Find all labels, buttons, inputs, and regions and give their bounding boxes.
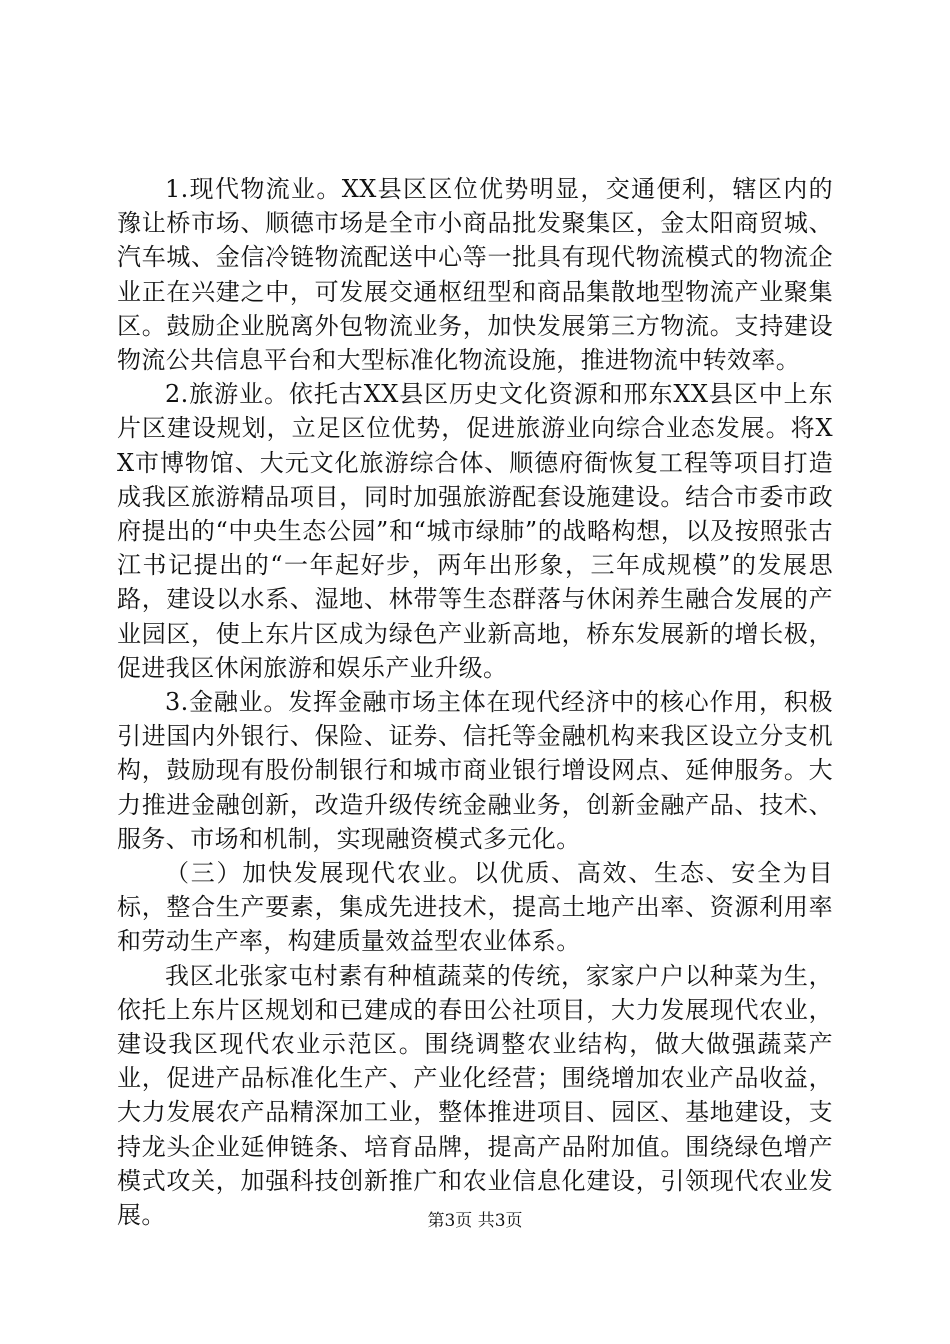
document-body	[117, 172, 833, 1232]
paragraph-modern-agriculture: （三）加快发展现代农业。以优质、高效、生态、安全为目标，整合生产要素，集成先进技术，提高土地产出率、资源利用率和劳动生产率，构建质量效益型农业体系。	[117, 859, 833, 956]
paragraph-finance: 3.金融业。发挥金融市场主体在现代经济中的核心作用，积极引进国内外银行、保险、证券、信托等金融机构来我区设立分支机构，鼓励现有股份制银行和城市商业银行增设网点、延伸服务。大力推进金融创新，改造升级传统金融业务，创新金融产品、技术、服务、市场和机制，实现融资模式多元化。	[117, 688, 833, 853]
paragraph-logistics: 1.现代物流业。XX县区区位优势明显，交通便利，辖区内的豫让桥市场、顺德市场是全市小商品批发聚集区，金太阳商贸城、汽车城、金信冷链物流配送中心等一批具有现代物流模式的物流企业正在兴建之中，可发展交通枢纽型和商品集散地型物流产业聚集区。鼓励企业脱离外包物流业务，加快发展第三方物流。支持建设物流公共信息平台和大型标准化物流设施，推进物流中转效率。	[117, 175, 833, 375]
page-footer: 第3页 共3页	[427, 1211, 523, 1231]
paragraph-beizhangjiatun: 我区北张家屯村素有种植蔬菜的传统，家家户户以种菜为生，依托上东片区规划和已建成的春田公社项目，大力发展现代农业，建设我区现代农业示范区。围绕调整农业结构，做大做强蔬菜产业，促进产品标准化生产、产业化经营；围绕增加农业产品收益，大力发展农产品精深加工业，整体推进项目、园区、基地建设，支持龙头企业延伸链条、培育品牌，提高产品附加值。围绕绿色增产模式攻关，加强科技创新推广和农业信息化建设，引领现代农业发展。	[117, 961, 833, 1230]
paragraph-tourism: 2.旅游业。依托古XX县区历史文化资源和邢东XX县区中上东片区建设规划，立足区位优势，促进旅游业向综合业态发展。将XX市博物馆、大元文化旅游综合体、顺德府衙恢复工程等项目打造成我区旅游精品项目，同时加强旅游配套设施建设。结合市委市政府提出的“中央生态公园”和“城市绿肺”的战略构想，以及按照张古江书记提出的“一年起好步，两年出形象，三年成规模”的发展思路，建设以水系、湿地、林带等生态群落与休闲养生融合发展的产业园区，使上东片区成为绿色产业新高地，桥东发展新的增长极，促进我区休闲旅游和娱乐产业升级。	[117, 380, 833, 682]
